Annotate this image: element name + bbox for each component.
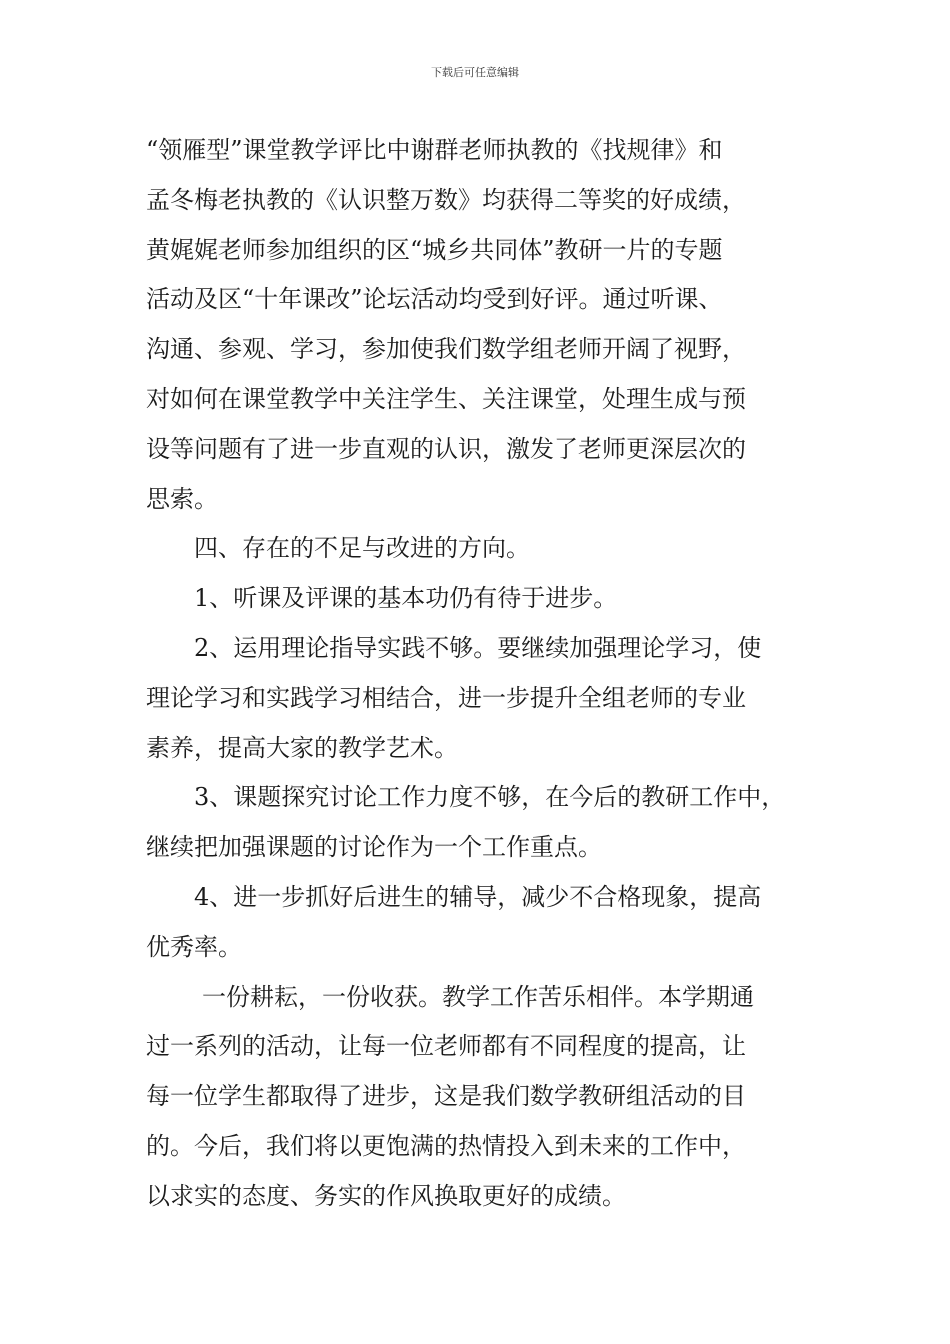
paragraph-conclusion [146, 973, 826, 1222]
text-line: 优秀率。 [146, 932, 242, 961]
text-line: 继续把加强课题的讨论作为一个工作重点。 [146, 833, 602, 862]
text-line: 孟冬梅老执教的《认识整万数》均获得二等奖的好成绩， [146, 185, 746, 214]
text-line: 设等问题有了进一步直观的认识，激发了老师更深层次的 [146, 434, 746, 463]
page-header: 下载后可任意编辑 [431, 66, 519, 79]
text-line: 每一位学生都取得了进步，这是我们数学教研组活动的目 [146, 1082, 746, 1111]
text-line: 理论学习和实践学习相结合，进一步提升全组老师的专业 [146, 683, 746, 712]
text-line: 活动及区“十年课改”论坛活动均受到好评。通过听课、 [146, 285, 723, 314]
text-line: 以求实的态度、务实的作风换取更好的成绩。 [146, 1181, 626, 1210]
paragraph-item-3 [146, 773, 826, 873]
paragraph-1 [146, 126, 826, 524]
text-line: 沟通、参观、学习，参加使我们数学组老师开阔了视野， [146, 335, 746, 364]
text-line: 一份耕耘，一份收获。教学工作苦乐相伴。本学期通 [202, 982, 754, 1011]
section-heading-shortcomings [146, 524, 826, 574]
text-line: 思索。 [146, 484, 218, 513]
text-line: 的。今后，我们将以更饱满的热情投入到未来的工作中， [146, 1131, 746, 1160]
text-line: 3、课题探究讨论工作力度不够，在今后的教研工作中， [194, 783, 786, 812]
text-line: 黄娓娓老师参加组织的区“城乡共同体”教研一片的专题 [146, 235, 723, 264]
document-body [146, 126, 826, 1222]
text-line: 2、运用理论指导实践不够。要继续加强理论学习，使 [194, 633, 762, 662]
text-line: 过一系列的活动，让每一位老师都有不同程度的提高，让 [146, 1032, 746, 1061]
text-line: 对如何在课堂教学中关注学生、关注课堂，处理生成与预 [146, 384, 746, 413]
text-line: 4、进一步抓好后进生的辅导，减少不合格现象，提高 [194, 882, 762, 911]
text-line: “领雁型”课堂教学评比中谢群老师执教的《找规律》和 [146, 136, 723, 164]
section-heading: 四、存在的不足与改进的方向。 [194, 534, 530, 563]
paragraph-item-2 [146, 624, 826, 773]
paragraph-item-4 [146, 873, 826, 973]
text-line: 1、听课及评课的基本功仍有待于进步。 [194, 584, 618, 613]
text-line: 素养，提高大家的教学艺术。 [146, 733, 458, 762]
paragraph-item-1 [146, 574, 826, 624]
